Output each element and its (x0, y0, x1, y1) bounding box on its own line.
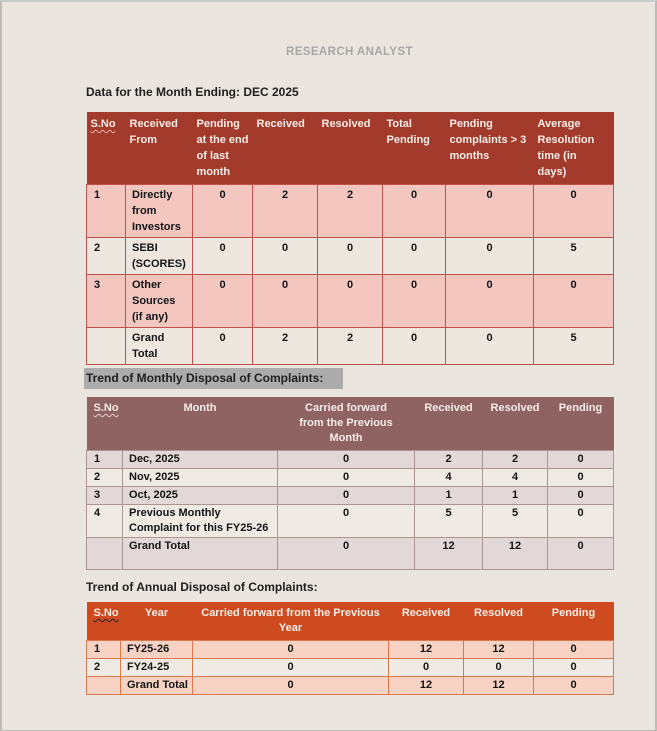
annual-trend-section (86, 579, 655, 595)
table-cell: Previous Monthly Complaint for this FY25-26 (123, 505, 278, 538)
table-cell: 0 (389, 659, 464, 677)
table-cell: 12 (483, 538, 548, 570)
table-cell: 0 (193, 275, 253, 328)
table-cell: 12 (389, 677, 464, 695)
table-cell: 0 (383, 238, 446, 275)
table-cell: 12 (464, 677, 534, 695)
table-cell: 0 (534, 659, 614, 677)
table-cell: 0 (278, 487, 415, 505)
table-cell: 2 (87, 659, 121, 677)
table-row (87, 677, 614, 695)
table-cell: 0 (446, 328, 534, 365)
table-cell: 2 (415, 451, 483, 469)
page-title: RESEARCH ANALYST (286, 46, 413, 58)
table-cell: 2 (87, 238, 126, 275)
column-header: S.No (87, 112, 126, 185)
table-cell: 12 (415, 538, 483, 570)
monthly-trend-heading: Trend of Monthly Disposal of Complaints: (84, 368, 343, 389)
table-cell: Nov, 2025 (123, 469, 278, 487)
table-cell: 1 (87, 185, 126, 238)
table-cell: 1 (87, 641, 121, 659)
table-cell: 3 (87, 487, 123, 505)
table-cell: 1 (87, 451, 123, 469)
table-cell: 0 (383, 185, 446, 238)
table-row (87, 538, 614, 570)
table-cell: 12 (389, 641, 464, 659)
header-row (87, 112, 614, 185)
report-page (2, 46, 655, 695)
table-row (87, 641, 614, 659)
column-header: Average Resolution time (in days) (534, 112, 614, 185)
table-cell: 0 (318, 238, 383, 275)
table-row (87, 659, 614, 677)
column-header: Carried forward from the Previous Year (193, 602, 389, 641)
table-cell: 0 (548, 505, 614, 538)
table-cell: 0 (193, 659, 389, 677)
table-cell: 0 (548, 487, 614, 505)
table-cell: 2 (318, 328, 383, 365)
table-row (87, 487, 614, 505)
table-cell: Dec, 2025 (123, 451, 278, 469)
table-cell: 2 (483, 451, 548, 469)
table-cell: 5 (483, 505, 548, 538)
period-heading: Data for the Month Ending: DEC 2025 (86, 85, 299, 99)
table-cell: 0 (534, 677, 614, 695)
table-cell: 0 (446, 238, 534, 275)
column-header: Pending (548, 397, 614, 451)
column-header: Received From (126, 112, 193, 185)
table-cell: Grand Total (121, 677, 193, 695)
table-cell: FY25-26 (121, 641, 193, 659)
monthly-trend-table (86, 397, 614, 570)
table-cell: 1 (415, 487, 483, 505)
table-cell (87, 677, 121, 695)
table-cell: 0 (278, 505, 415, 538)
table-cell: 4 (415, 469, 483, 487)
table-cell: 0 (193, 185, 253, 238)
table-cell: Grand Total (123, 538, 278, 570)
table-row (87, 328, 614, 365)
column-header: Month (123, 397, 278, 451)
table-cell: 0 (534, 641, 614, 659)
table-cell: Directly from Investors (126, 185, 193, 238)
column-header: Resolved (464, 602, 534, 641)
table-cell: 0 (446, 185, 534, 238)
column-header: Pending complaints > 3 months (446, 112, 534, 185)
column-header: Received (415, 397, 483, 451)
table-cell: 0 (278, 538, 415, 570)
table-cell: 5 (415, 505, 483, 538)
column-header: Total Pending (383, 112, 446, 185)
table-cell: 0 (278, 451, 415, 469)
header-row (87, 602, 614, 641)
table-cell: 0 (278, 469, 415, 487)
table-cell: 4 (87, 505, 123, 538)
table-cell: 0 (464, 659, 534, 677)
table-cell: 2 (87, 469, 123, 487)
table-cell (87, 328, 126, 365)
table-cell: 0 (548, 538, 614, 570)
column-header: Year (121, 602, 193, 641)
table-cell: 0 (446, 275, 534, 328)
table-cell: 0 (253, 238, 318, 275)
table-cell: 0 (548, 469, 614, 487)
table-cell: 0 (534, 185, 614, 238)
table-row (87, 469, 614, 487)
column-header: Pending (534, 602, 614, 641)
column-header: Carried forward from the Previous Month (278, 397, 415, 451)
column-header: Resolved (318, 112, 383, 185)
monthly-complaints-table (86, 112, 614, 365)
table-cell: 0 (548, 451, 614, 469)
table-cell: 0 (193, 677, 389, 695)
column-header: Resolved (483, 397, 548, 451)
table-cell: SEBI (SCORES) (126, 238, 193, 275)
table-cell: 12 (464, 641, 534, 659)
table-cell: 2 (253, 328, 318, 365)
monthly-trend-section (86, 368, 655, 389)
table-cell: 0 (383, 275, 446, 328)
table-cell: 0 (193, 238, 253, 275)
table-row (87, 451, 614, 469)
table-cell: 0 (193, 641, 389, 659)
table-cell: 0 (534, 275, 614, 328)
annual-trend-table (86, 602, 614, 695)
table-row (87, 238, 614, 275)
table-row (87, 275, 614, 328)
table-cell: 5 (534, 238, 614, 275)
table-cell: 0 (193, 328, 253, 365)
column-header: Received (253, 112, 318, 185)
table-row (87, 185, 614, 238)
table-cell: 5 (534, 328, 614, 365)
table-cell: 0 (318, 275, 383, 328)
column-header: S.No (87, 602, 121, 641)
table-cell: 0 (253, 275, 318, 328)
annual-trend-heading: Trend of Annual Disposal of Complaints: (86, 580, 318, 594)
column-header: S.No (87, 397, 123, 451)
table-cell: Oct, 2025 (123, 487, 278, 505)
table-cell: 4 (483, 469, 548, 487)
table-cell: Grand Total (126, 328, 193, 365)
table-cell: Other Sources (if any) (126, 275, 193, 328)
column-header: Pending at the end of last month (193, 112, 253, 185)
table-cell: FY24-25 (121, 659, 193, 677)
table-row (87, 505, 614, 538)
table-cell: 2 (318, 185, 383, 238)
table-cell (87, 538, 123, 570)
table-cell: 0 (383, 328, 446, 365)
table-cell: 2 (253, 185, 318, 238)
header-row (87, 397, 614, 451)
table-cell: 1 (483, 487, 548, 505)
column-header: Received (389, 602, 464, 641)
table-cell: 3 (87, 275, 126, 328)
